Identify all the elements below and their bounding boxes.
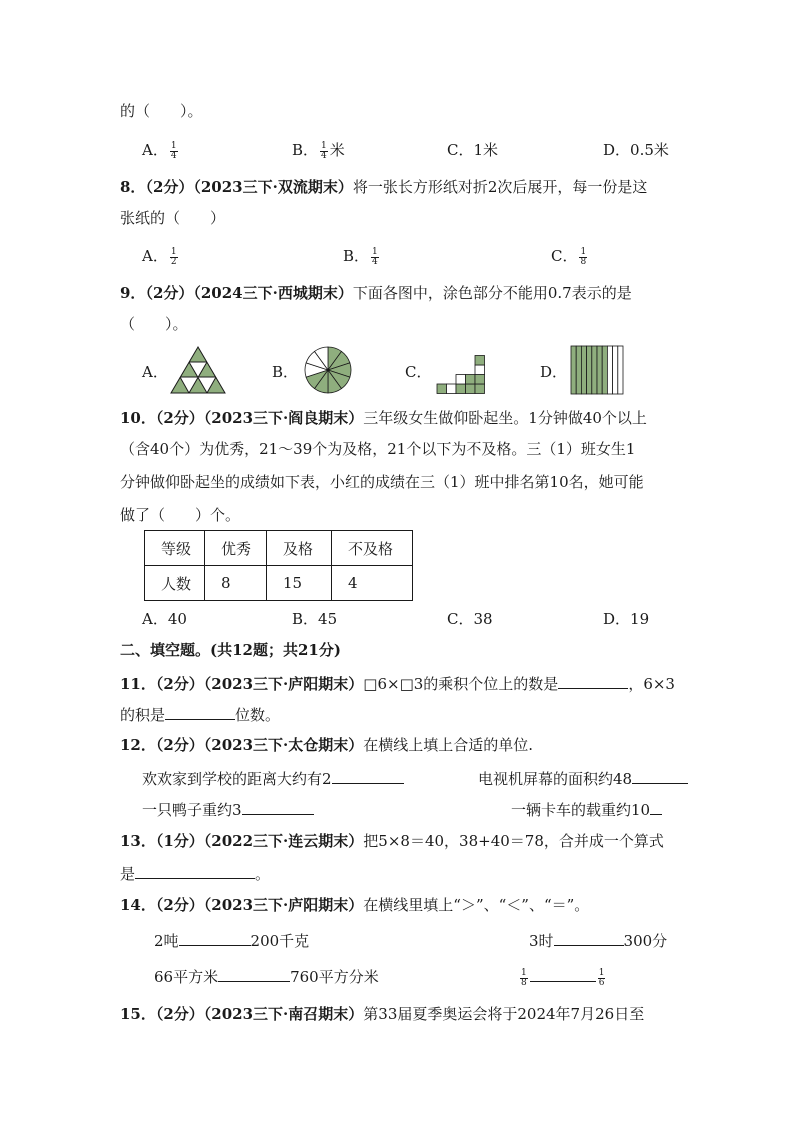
q14-compare-4 — [518, 965, 607, 988]
q12-item-4: 一辆卡车的载重约10 — [511, 798, 662, 820]
q10-option-c[interactable]: C．38 — [447, 610, 493, 628]
q10-stem-line2: （含40个）为优秀，21～39个为及格，21个以下为不及格。三（1）班女生1 — [120, 440, 636, 458]
q9-stem: 9．（2分）（2024三下·西城期末）下面各图中，涂色部分不能用0.7表示的是 — [120, 284, 632, 302]
bar-strip — [587, 346, 592, 394]
q8-option-c[interactable]: C． $\frac{1}{8}$ — [551, 246, 587, 267]
q14-compare-1: 2吨 200千克 — [154, 929, 309, 951]
q8-option-c-fraction: $\frac{1}{8}$ — [580, 246, 587, 267]
section-title: 二、填空题。(共12题；共21分) — [120, 641, 341, 659]
grid-square — [475, 365, 485, 375]
bar-strip — [602, 346, 607, 394]
q7-option-d[interactable]: D．0.5米 — [603, 141, 669, 159]
table-header-cell: 及格 — [267, 531, 332, 566]
q12-item-3: 一只鸭子重约3 — [142, 798, 314, 820]
q8-stem-line2: 张纸的（ ） — [120, 209, 226, 227]
q9-figure-b-circle — [304, 346, 352, 394]
bar-strip — [597, 346, 602, 394]
q7-option-a-label: A． — [142, 141, 168, 159]
q11-answer-blank-2[interactable] — [165, 703, 235, 720]
q8-stem: 8．（2分）（2023三下·双流期末）将一张长方形纸对折2次后展开，每一份是这 — [120, 178, 648, 196]
q10-meta: （2分）（2023三下·阎良期末） — [155, 409, 364, 427]
q7-option-a[interactable] — [142, 140, 180, 161]
q14-number: 14． — [120, 896, 156, 914]
q12-answer-blank-2[interactable] — [632, 767, 688, 784]
q15-number: 15． — [120, 1005, 156, 1023]
q9-figure-a-triangle — [170, 345, 226, 395]
q13-stem-line2: 是 。 — [120, 862, 270, 884]
q13-meta: （1分）（2022三下·连云期末） — [155, 832, 364, 850]
q10-stem: 10．（2分）（2023三下·阎良期末）三年级女生做仰卧起坐。1分钟做40个以上 — [120, 409, 647, 427]
q14-compare-2: 3时 300分 — [529, 929, 667, 951]
q11-number: 11． — [120, 675, 156, 693]
q10-option-d[interactable]: D．19 — [603, 610, 650, 628]
grid-square — [475, 375, 485, 385]
table-header-cell: 等级 — [145, 531, 205, 566]
q10-option-a[interactable]: A．40 — [142, 610, 187, 628]
table-row — [145, 566, 413, 601]
q8-option-b[interactable]: B． $\frac{1}{4}$ — [343, 246, 378, 267]
q8-option-a-fraction: $\frac{1}{2}$ — [170, 246, 177, 267]
q9-option-a-label[interactable]: A． — [142, 363, 168, 381]
table-row — [145, 531, 413, 566]
q13-answer-blank[interactable] — [135, 862, 255, 879]
q11-stem: 11．（2分）（2023三下·庐阳期末）□6×□3的乘积个位上的数是 ，6×3 — [120, 672, 675, 694]
q12-answer-blank-4[interactable] — [650, 798, 662, 815]
q7-option-b[interactable]: B． $\frac{1}{4}$ 米 — [292, 140, 345, 161]
bar-strip — [618, 346, 623, 394]
q9-figure-d-bars — [570, 345, 624, 395]
grid-square — [475, 384, 485, 394]
grid-square — [456, 384, 466, 394]
q8-meta: （2分）（2023三下·双流期末） — [145, 178, 353, 196]
bar-strip — [576, 346, 581, 394]
q9-option-b-label[interactable]: B． — [272, 363, 299, 381]
q15-stem: 15．（2分）（2023三下·南召期末）第33届夏季奥运会将于2024年7月26日至 — [120, 1005, 645, 1023]
q9-figure-c-staircase — [436, 346, 486, 394]
bar-strip — [571, 346, 576, 394]
grid-square — [456, 375, 466, 385]
q13-number: 13． — [120, 832, 156, 850]
table-cell: 8 — [205, 566, 267, 601]
q11-answer-blank-1[interactable] — [558, 672, 628, 689]
grid-square — [466, 384, 476, 394]
table-header-cell: 不及格 — [332, 531, 413, 566]
table-cell: 人数 — [145, 566, 205, 601]
q9-stem-line2: （ ）。 — [120, 315, 188, 333]
q12-item-2: 电视机屏幕的面积约48 — [478, 767, 688, 789]
bar-strip — [613, 346, 618, 394]
grid-square — [447, 384, 457, 394]
q9-number: 9． — [120, 284, 146, 302]
q15-meta: （2分）（2023三下·南召期末） — [155, 1005, 364, 1023]
q7-tail-text: 的（ ）。 — [120, 102, 203, 120]
q14-fraction-left: $\frac{1}{8}$ — [521, 967, 527, 988]
table-header-cell: 优秀 — [205, 531, 267, 566]
q14-answer-blank-3[interactable] — [218, 965, 290, 982]
table-cell: 4 — [332, 566, 413, 601]
q14-meta: （2分）（2023三下·庐阳期末） — [155, 896, 364, 914]
q14-answer-blank-1[interactable] — [179, 929, 251, 946]
q10-score-table — [144, 530, 413, 601]
q14-answer-blank-2[interactable] — [554, 929, 624, 946]
q9-option-c-label[interactable]: C． — [405, 363, 432, 381]
q10-number: 10． — [120, 409, 156, 427]
q12-answer-blank-3[interactable] — [242, 798, 314, 815]
bar-strip — [592, 346, 597, 394]
q10-option-b[interactable]: B．45 — [292, 610, 338, 628]
q7-option-c[interactable]: C．1米 — [447, 141, 499, 159]
q9-meta: （2分）（2024三下·西城期末） — [145, 284, 353, 302]
q9-option-d-label[interactable]: D． — [540, 363, 568, 381]
table-cell: 15 — [267, 566, 332, 601]
q12-stem: 12．（2分）（2023三下·太仓期末）在横线上填上合适的单位. — [120, 736, 534, 754]
q12-meta: （2分）（2023三下·太仓期末） — [155, 736, 364, 754]
q14-stem: 14．（2分）（2023三下·庐阳期末）在横线里填上“＞”、“＜”、“＝”。 — [120, 896, 590, 914]
q7-option-b-fraction: $\frac{1}{4}$ — [321, 140, 327, 161]
q12-number: 12． — [120, 736, 156, 754]
bar-strip — [607, 346, 612, 394]
grid-square — [466, 375, 476, 385]
q12-item-1: 欢欢家到学校的距离大约有2 — [142, 767, 404, 789]
q13-stem: 13．（1分）（2022三下·连云期末）把5×8＝40，38+40＝78，合并成一个算式 — [120, 832, 664, 850]
q8-option-b-fraction: $\frac{1}{4}$ — [372, 246, 378, 267]
q10-stem-line4: 做了（ ）个。 — [120, 506, 241, 524]
q8-number: 8． — [120, 178, 146, 196]
q12-answer-blank-1[interactable] — [332, 767, 404, 784]
q8-option-a[interactable]: A． $\frac{1}{2}$ — [142, 246, 177, 267]
q7-option-b-label: B． — [292, 141, 319, 159]
q14-answer-blank-4[interactable] — [530, 965, 596, 982]
q11-stem-line2: 的积是 位数。 — [120, 703, 280, 725]
bar-strip — [581, 346, 586, 394]
q14-fraction-right: $\frac{1}{6}$ — [598, 967, 605, 988]
q11-meta: （2分）（2023三下·庐阳期末） — [155, 675, 364, 693]
q10-stem-line3: 分钟做仰卧起坐的成绩如下表，小红的成绩在三（1）班中排名第10名，她可能 — [120, 473, 644, 491]
q7-option-a-fraction: $\frac{1}{4}$ — [170, 140, 177, 161]
q14-compare-3: 66平方米 760平方分米 — [154, 965, 379, 987]
grid-square — [437, 384, 447, 394]
grid-square — [475, 356, 485, 366]
